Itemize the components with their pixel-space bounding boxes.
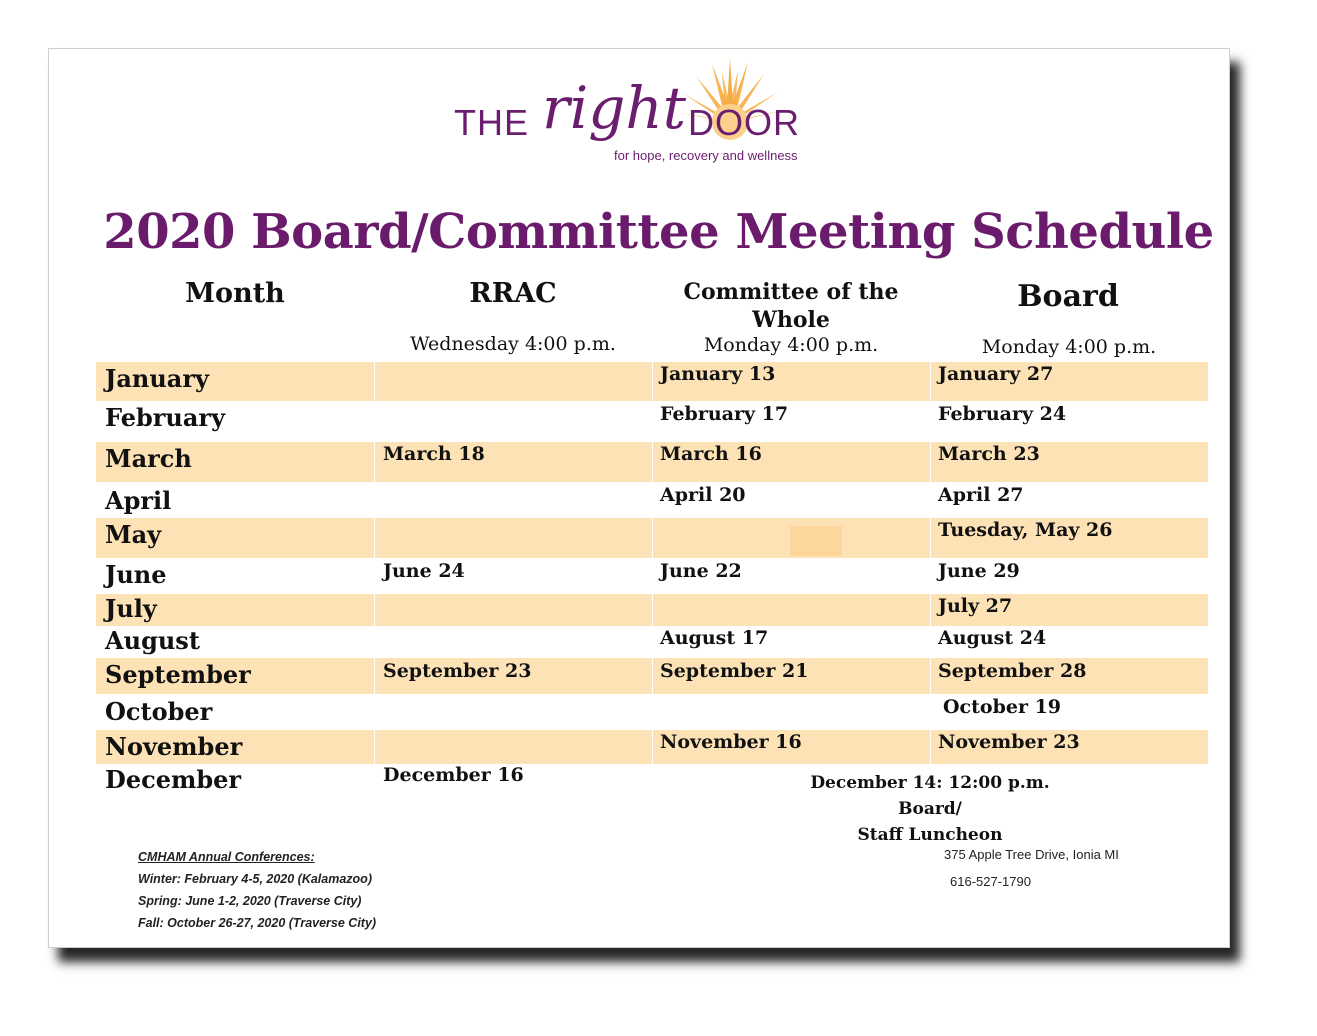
cow-date: June 22 <box>660 560 742 582</box>
month-label: October <box>105 697 213 726</box>
table-row <box>96 401 1208 442</box>
conference-fall: Fall: October 26-27, 2020 (Traverse City) <box>138 916 377 930</box>
cow-column-header-line1: Committee of the <box>683 279 899 305</box>
month-label: January <box>105 364 209 393</box>
luncheon-line2: Staff Luncheon <box>857 825 1003 845</box>
month-label: February <box>105 403 226 432</box>
board-column-header: Board <box>1017 279 1119 314</box>
table-row <box>96 626 1208 658</box>
cow-date: August 17 <box>660 627 769 649</box>
conferences-note <box>138 846 376 934</box>
logo-door-text: DOOR <box>688 102 800 143</box>
cow-date: February 17 <box>660 403 789 425</box>
logo-right-text: right <box>542 74 687 142</box>
conference-winter: Winter: February 4-5, 2020 (Kalamazoo) <box>138 872 372 886</box>
board-date: August 24 <box>938 627 1047 649</box>
cow-date: January 13 <box>660 363 776 385</box>
cow-date: September 21 <box>660 660 809 682</box>
board-date: September 28 <box>938 660 1087 682</box>
month-column-header: Month <box>185 278 285 309</box>
month-label: May <box>105 520 162 549</box>
cow-time: Monday 4:00 p.m. <box>703 334 879 356</box>
board-date: June 29 <box>938 560 1020 582</box>
month-label: July <box>105 594 157 623</box>
contact-address: 375 Apple Tree Drive, Ionia MI <box>944 847 1119 862</box>
board-date: November 23 <box>938 731 1080 753</box>
board-date: October 19 <box>943 696 1062 718</box>
table-row <box>96 594 1208 626</box>
highlighted-cell <box>790 526 842 556</box>
table-row <box>96 442 1208 482</box>
table-row <box>96 694 1208 730</box>
board-date: February 24 <box>938 403 1067 425</box>
board-date: March 23 <box>938 443 1040 465</box>
month-label: September <box>105 660 251 689</box>
table-row <box>96 558 1208 594</box>
board-date: July 27 <box>938 595 1013 617</box>
contact-phone: 616-527-1790 <box>950 874 1031 889</box>
logo-tagline: for hope, recovery and wellness <box>614 148 798 163</box>
board-time: Monday 4:00 p.m. <box>981 336 1157 358</box>
conference-spring: Spring: June 1-2, 2020 (Traverse City) <box>138 894 362 908</box>
month-label: April <box>105 486 172 515</box>
rrac-date: March 18 <box>383 443 485 465</box>
board-date: Tuesday, May 26 <box>938 519 1113 541</box>
logo-the-text: THE <box>454 102 529 143</box>
rrac-date: September 23 <box>383 660 532 682</box>
table-row <box>96 730 1208 764</box>
month-label: June <box>105 560 167 589</box>
month-label: March <box>105 444 192 473</box>
cow-date: April 20 <box>660 484 746 506</box>
month-label: December <box>105 765 242 794</box>
luncheon-note <box>780 770 1080 848</box>
the-right-door-logo <box>418 56 858 196</box>
page-title: 2020 Board/Committee Meeting Schedule <box>103 204 1214 260</box>
cow-column-header-line2: Whole <box>752 307 830 333</box>
rrac-time: Wednesday 4:00 p.m. <box>410 333 616 355</box>
rrac-date: June 24 <box>383 560 465 582</box>
month-label: November <box>105 732 243 761</box>
conferences-heading: CMHAM Annual Conferences: <box>138 850 315 864</box>
table-row <box>96 362 1208 401</box>
table-row <box>96 658 1208 694</box>
rrac-date: December 16 <box>383 764 524 786</box>
table-row <box>96 518 1208 558</box>
luncheon-line1: December 14: 12:00 p.m. Board/ <box>810 773 1050 819</box>
board-date: January 27 <box>938 363 1054 385</box>
cow-date: March 16 <box>660 443 762 465</box>
table-row <box>96 482 1208 518</box>
rrac-column-header: RRAC <box>469 278 557 309</box>
cow-date: November 16 <box>660 731 802 753</box>
month-label: August <box>105 626 200 655</box>
board-date: April 27 <box>938 484 1024 506</box>
